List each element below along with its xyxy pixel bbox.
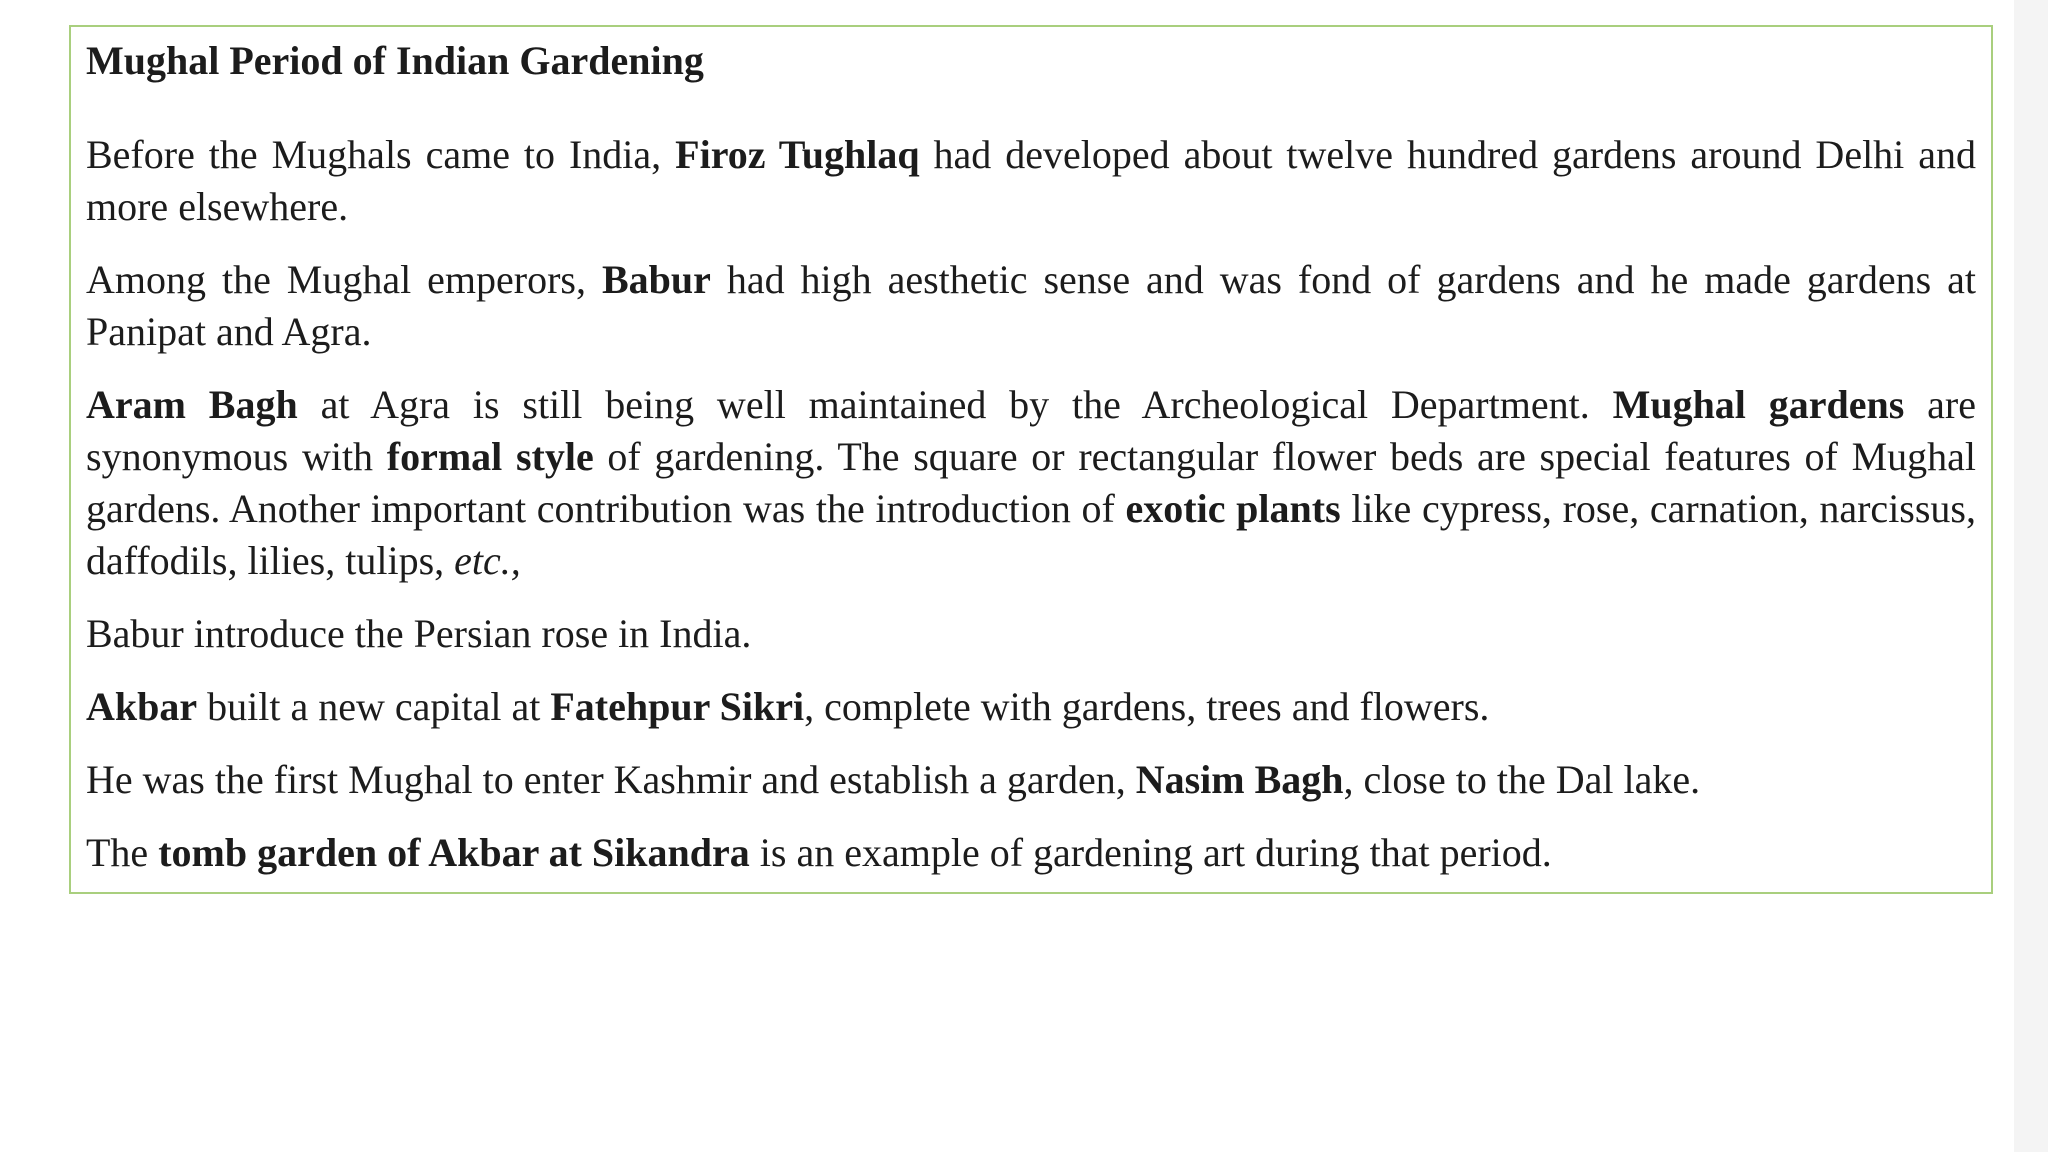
- bold-term: Fatehpur Sikri: [550, 684, 805, 729]
- bold-term: Akbar: [86, 684, 198, 729]
- bold-term: Firoz Tughlaq: [675, 132, 920, 177]
- text: had developed about twelve hundred gardens around Delhi and more elsewhere.: [86, 132, 1977, 229]
- bold-term: formal style: [386, 434, 594, 479]
- text: had high aesthetic sense and was fond of gardens and he made gardens at Panipat and Agra.: [86, 257, 1976, 354]
- bold-term: Mughal gardens: [1612, 382, 1905, 427]
- bold-term: Aram Bagh: [86, 382, 298, 427]
- paragraph-aram-bagh: [86, 379, 1976, 587]
- text: , close to the Dal lake.: [1343, 757, 1701, 802]
- side-strip: [2014, 0, 2048, 1152]
- text: Among the Mughal emperors,: [86, 257, 602, 302]
- italic-term: etc.,: [454, 538, 521, 583]
- text: The: [86, 830, 159, 875]
- paragraph-persian-rose: [86, 608, 1976, 660]
- text: Babur introduce the Persian rose in India.: [86, 611, 752, 656]
- text: He was the first Mughal to enter Kashmir and establish a garden,: [86, 757, 1136, 802]
- text: Before the Mughals came to India,: [86, 132, 676, 177]
- text: are synonymous with: [86, 382, 1976, 479]
- text: , complete with gardens, trees and flowers.: [804, 684, 1490, 729]
- bold-term: Nasim Bagh: [1135, 757, 1344, 802]
- bold-term: tomb garden of Akbar at Sikandra: [158, 830, 750, 875]
- content-box: [69, 25, 1993, 894]
- text: built a new capital at: [197, 684, 551, 729]
- bold-term: Babur: [601, 257, 711, 302]
- text: like cypress, rose, carnation, narcissus, daffodils, lilies, tulips,: [86, 486, 1977, 583]
- text: is an example of gardening art during that period.: [749, 830, 1552, 875]
- paragraph-nasim-bagh: [86, 754, 1976, 806]
- paragraph-babur: [86, 254, 1976, 358]
- text: of gardening. The square or rectangular flower beds are special features of Mughal gardens. Another important contribution was the introduction of: [86, 434, 1977, 531]
- paragraph-sikandra: [86, 827, 1976, 879]
- bold-term: exotic plants: [1125, 486, 1341, 531]
- paragraph-akbar: [86, 681, 1976, 733]
- text: at Agra is still being well maintained by the Archeological Department.: [297, 382, 1613, 427]
- paragraph-firoz-tughlaq: [86, 129, 1976, 233]
- page-title: Mughal Period of Indian Gardening: [86, 38, 704, 83]
